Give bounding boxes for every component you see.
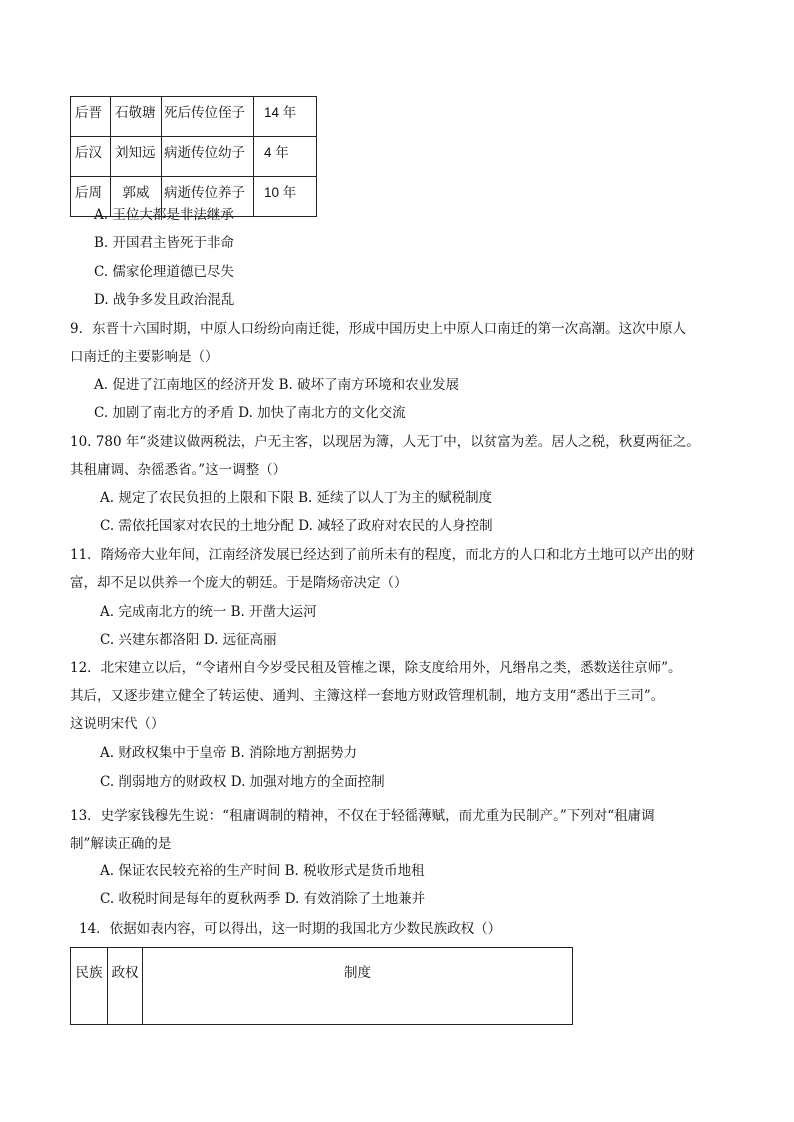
q12-stem-line3: 这说明宋代（） [70,716,165,732]
ruler-cell: 石敬瑭 [111,97,162,137]
header-institution: 制度 [143,948,573,1025]
q9-stem-line1: 9．东晋十六国时期，中原人口纷纷向南迁徙，形成中国历史上中原人口南迁的第一次高潮。这次中原人 [70,321,687,337]
q8-option-d: D. 战争多发且政治混乱 [94,292,235,308]
table-row [71,97,317,137]
q11-stem-line2: 富，却不足以供养一个庞大的朝廷。于是隋炀帝决定（） [70,575,408,591]
q12-options-cd: C. 削弱地方的财政权 D. 加强对地方的全面控制 [100,774,385,790]
q14-stem: 14．依据如表内容，可以得出，这一时期的我国北方少数民族政权（） [79,921,502,937]
q10-options-cd: C. 需依托国家对农民的土地分配 D. 减轻了政府对农民的人身控制 [100,518,493,534]
q8-option-c: C. 儒家伦理道德已尽失 [94,264,234,280]
succession-cell: 病逝传位养子 [162,177,254,217]
q11-options-ab: A. 完成南北方的统一 B. 开凿大运河 [100,604,317,620]
header-regime: 政权 [108,948,143,1025]
q13-options-ab: A. 保证农民较充裕的生产时间 B. 税收形式是货币地租 [100,863,425,879]
q10-options-ab: A. 规定了农民负担的上限和下限 B. 延续了以人丁为主的赋税制度 [100,490,493,506]
q13-stem-line1: 13．史学家钱穆先生说：“租庸调制的精神，不仅在于轻徭薄赋，而尤重为民制产。”下列对“租庸调 [70,808,655,824]
q12-stem-line2: 其后，又逐步建立健全了转运使、通判、主簿这样一套地方财政管理机制，地方支用“悉出于三司”。 [70,688,665,704]
q8-option-b: B. 开国君主皆死于非命 [94,235,235,251]
ethnic-regime-table [70,947,573,1025]
q9-options-cd: C. 加剧了南北方的矛盾 D. 加快了南北方的文化交流 [94,405,406,421]
dynasty-cell: 后晋 [71,97,111,137]
years-cell: 14 年 [254,97,317,137]
header-ethnic-group: 民族 [71,948,108,1025]
ruler-cell: 郭威 [111,177,162,217]
q11-stem-line1: 11．隋炀帝大业年间，江南经济发展已经达到了前所未有的程度，而北方的人口和北方土地可以产出的财 [70,547,695,563]
q12-stem-line1: 12．北宋建立以后，“令诸州自今岁受民租及管榷之课，除支度给用外，凡缗帛之类，悉数送往京师”。 [70,660,682,676]
q13-stem-line2: 制”解读正确的是 [70,836,172,852]
table-row [71,137,317,177]
q10-stem-line2: 其租庸调、杂徭悉省。”这一调整（） [70,462,287,478]
years-cell: 10 年 [254,177,317,217]
q11-options-cd: C. 兴建东都洛阳 D. 远征高丽 [100,632,277,648]
dynasty-cell: 后汉 [71,137,111,177]
q8-option-a: A. 王位大都是非法继承 [94,207,234,223]
dynasty-cell: 后周 [71,177,111,217]
q9-options-ab: A. 促进了江南地区的经济开发 B. 破坏了南方环境和农业发展 [94,377,460,393]
table-header-row [71,948,573,1025]
succession-cell: 病逝传位幼子 [162,137,254,177]
dynasty-succession-table [70,96,317,217]
years-cell: 4 年 [254,137,317,177]
ruler-cell: 刘知远 [111,137,162,177]
q9-stem-line2: 口南迁的主要影响是（） [70,349,219,365]
q10-stem-line1: 10. 780 年“炎建议做两税法，户无主客，以现居为簿，人无丁中，以贫富为差。居人之税，秋夏两征之。 [70,434,700,450]
q13-options-cd: C. 收税时间是每年的夏秋两季 D. 有效消除了土地兼并 [100,891,426,907]
succession-cell: 死后传位侄子 [162,97,254,137]
q12-options-ab: A. 财政权集中于皇帝 B. 消除地方割据势力 [100,745,358,761]
